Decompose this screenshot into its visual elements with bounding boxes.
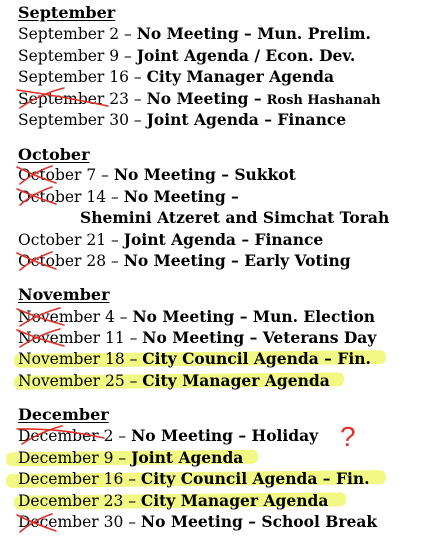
schedule-row: November 25 – City Manager Agenda <box>18 371 330 390</box>
schedule-row: October 7 – No Meeting – Sukkot <box>18 165 296 184</box>
schedule-row: September 16 – City Manager Agenda <box>18 67 335 86</box>
schedule-row: October 28 – No Meeting – Early Voting <box>18 251 351 270</box>
schedule-row: October 21 – Joint Agenda – Finance <box>18 230 324 249</box>
month-heading-september: September <box>18 3 116 22</box>
schedule-row-continuation: Shemini Atzeret and Simchat Torah <box>80 208 390 227</box>
schedule-row: September 9 – Joint Agenda / Econ. Dev. <box>18 46 356 65</box>
schedule-row: September 2 – No Meeting – Mun. Prelim. <box>18 24 371 43</box>
schedule-row: December 23 – City Manager Agenda <box>18 491 329 510</box>
schedule-row: November 4 – No Meeting – Mun. Election <box>18 307 376 326</box>
schedule-row: September 30 – Joint Agenda – Finance <box>18 110 347 129</box>
month-heading-november: November <box>18 285 110 304</box>
schedule-row: September 23 – No Meeting – Rosh Hashanah <box>18 89 381 108</box>
question-mark-annotation: ? <box>340 421 356 452</box>
month-heading-october: October <box>18 145 90 164</box>
schedule-row: December 2 – No Meeting – Holiday <box>18 426 319 445</box>
schedule-row: December 30 – No Meeting – School Break <box>18 512 378 531</box>
schedule-row: November 11 – No Meeting – Veterans Day <box>18 328 377 347</box>
schedule-row: December 9 – Joint Agenda <box>18 448 244 467</box>
month-heading-december: December <box>18 405 109 424</box>
schedule-row: December 16 – City Council Agenda – Fin. <box>18 469 370 488</box>
schedule-row: October 14 – No Meeting – <box>18 187 239 206</box>
schedule-row: November 18 – City Council Agenda – Fin. <box>18 349 371 368</box>
